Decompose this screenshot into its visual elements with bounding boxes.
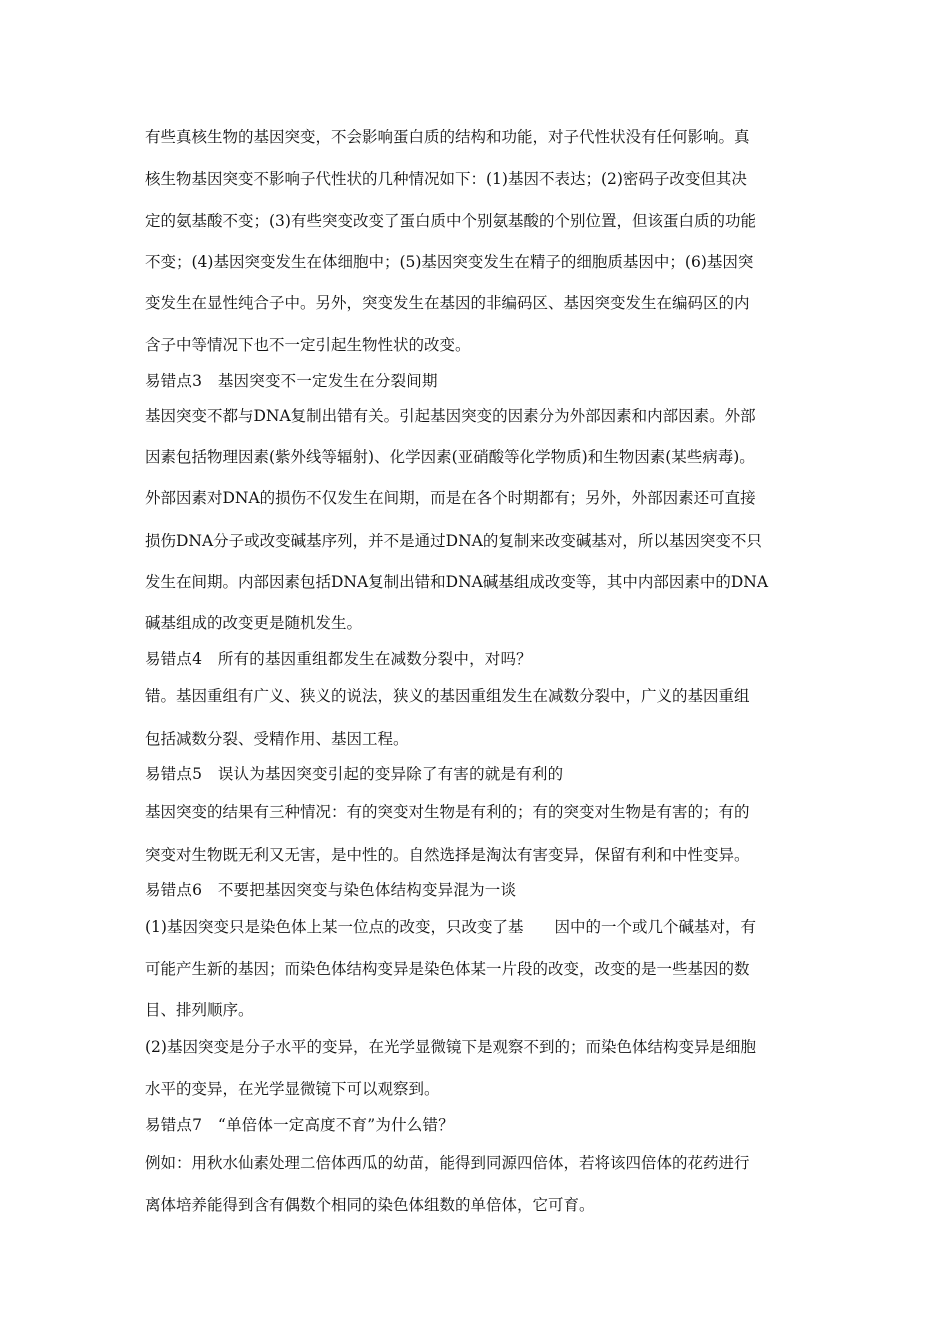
text-line: (2)基因突变是分子水平的变异，在光学显微镜下是观察不到的；而染色体结构变异是细胞	[145, 1038, 756, 1056]
text-line: 定的氨基酸不变；(3)有些突变改变了蛋白质中个别氨基酸的个别位置，但该蛋白质的功能	[145, 212, 756, 230]
text-line: 水平的变异，在光学显微镜下可以观察到。	[145, 1080, 440, 1098]
text-line: 错。基因重组有广义、狭义的说法，狭义的基因重组发生在减数分裂中，广义的基因重组	[145, 687, 750, 705]
text-line: 突变对生物既无利又无害，是中性的。自然选择是淘汰有害变异，保留有利和中性变异。	[145, 846, 750, 864]
section-heading: 易错点6 不要把基因突变与染色体结构变异混为一谈	[145, 881, 517, 899]
text-line: 包括减数分裂、受精作用、基因工程。	[145, 730, 409, 748]
section-heading: 易错点4 所有的基因重组都发生在减数分裂中，对吗？	[145, 650, 532, 668]
text-line: 例如：用秋水仙素处理二倍体西瓜的幼苗，能得到同源四倍体，若将该四倍体的花药进行	[145, 1154, 750, 1172]
text-line: 可能产生新的基因；而染色体结构变异是染色体某一片段的改变，改变的是一些基因的数	[145, 960, 750, 978]
section-heading: 易错点7 “单倍体一定高度不育”为什么错？	[145, 1116, 454, 1134]
text-line: 目、排列顺序。	[145, 1001, 254, 1019]
text-line: 基因突变的结果有三种情况：有的突变对生物是有利的；有的突变对生物是有害的；有的	[145, 803, 750, 821]
text-line: 因素包括物理因素(紫外线等辐射)、化学因素(亚硝酸等化学物质)和生物因素(某些病毒)。	[145, 448, 755, 466]
text-line: 不变；(4)基因突变发生在体细胞中；(5)基因突变发生在精子的细胞质基因中；(6)基因突	[145, 253, 754, 271]
section-heading: 易错点5 误认为基因突变引起的变异除了有害的就是有利的	[145, 765, 564, 783]
text-line: 核生物基因突变不影响子代性状的几种情况如下：(1)基因不表达；(2)密码子改变但其决	[145, 170, 747, 188]
text-line: (1)基因突变只是染色体上某一位点的改变，只改变了基 因中的一个或几个碱基对，有	[145, 918, 756, 936]
text-line: 有些真核生物的基因突变，不会影响蛋白质的结构和功能，对子代性状没有任何影响。真	[145, 128, 750, 146]
text-line: 发生在间期。内部因素包括DNA复制出错和DNA碱基组成改变等，其中内部因素中的DNA	[145, 573, 769, 591]
text-line: 碱基组成的改变更是随机发生。	[145, 614, 363, 632]
text-line: 损伤DNA分子或改变碱基序列，并不是通过DNA的复制来改变碱基对，所以基因突变不只	[145, 532, 762, 550]
text-line: 含子中等情况下也不一定引起生物性状的改变。	[145, 336, 471, 354]
section-heading: 易错点3 基因突变不一定发生在分裂间期	[145, 372, 438, 390]
text-line: 外部因素对DNA的损伤不仅发生在间期，而是在各个时期都有；另外，外部因素还可直接	[145, 489, 756, 507]
text-line: 变发生在显性纯合子中。另外，突变发生在基因的非编码区、基因突变发生在编码区的内	[145, 294, 750, 312]
text-line: 基因突变不都与DNA复制出错有关。引起基因突变的因素分为外部因素和内部因素。外部	[145, 407, 756, 425]
text-line: 离体培养能得到含有偶数个相同的染色体组数的单倍体，它可育。	[145, 1196, 595, 1214]
